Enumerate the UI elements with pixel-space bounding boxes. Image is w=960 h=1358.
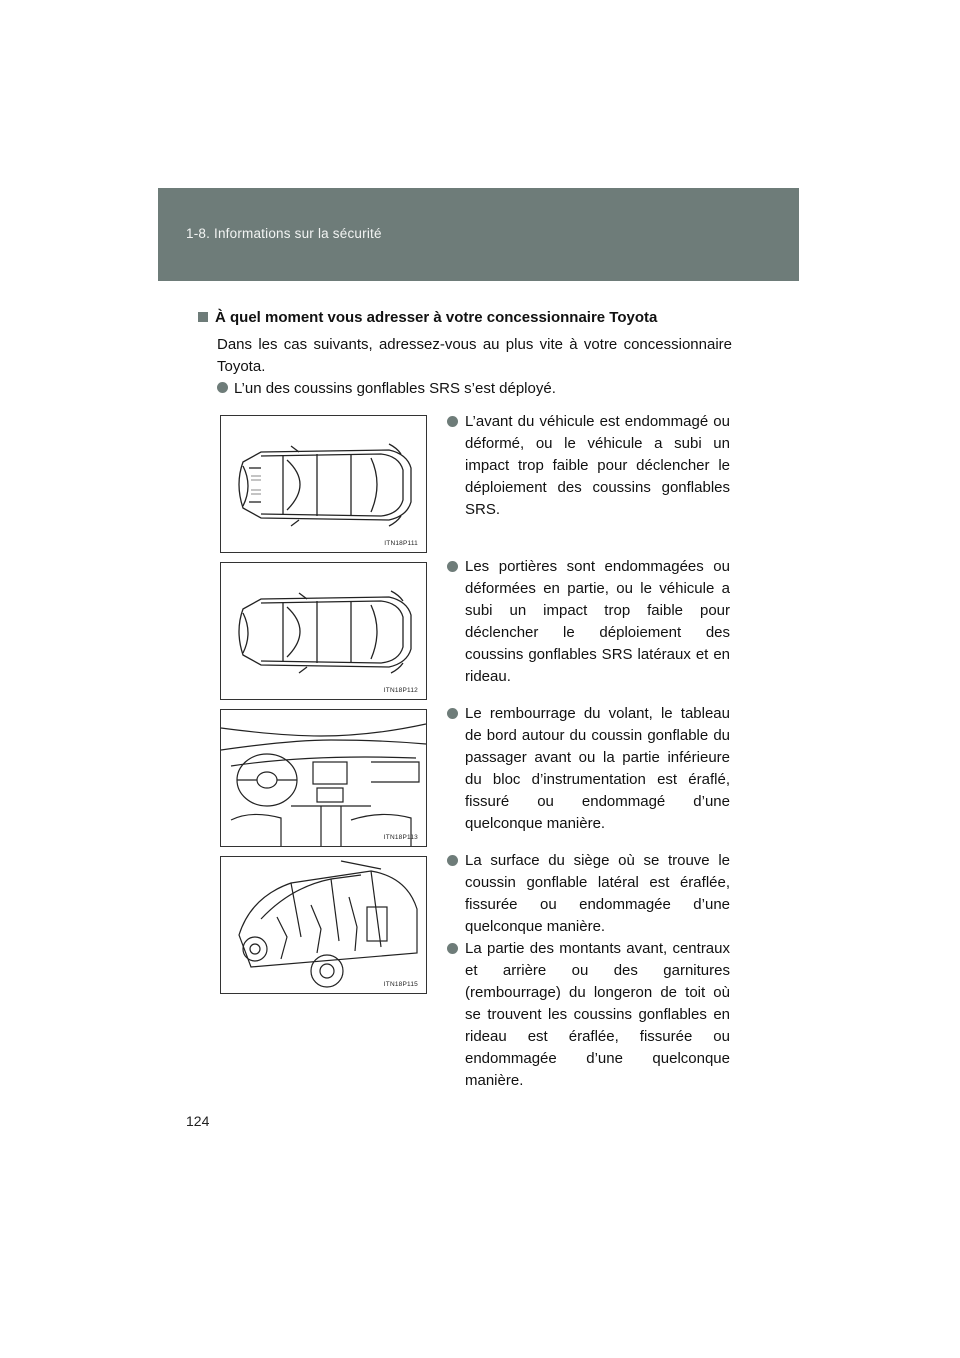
figure-car-cutaway (220, 856, 427, 994)
bullet-dot-icon (447, 855, 458, 866)
figure-car-top-view-front (220, 415, 427, 553)
bullet-dot-icon (447, 561, 458, 572)
dashboard-drawing (221, 710, 426, 846)
list-item: La surface du siège où se trouve le coussin gonflable latéral est éraflée, fissurée ou endommagée d’une quelconque manière. (447, 850, 730, 938)
car-top-view-drawing (221, 416, 426, 552)
figure-code: ITN18P115 (383, 981, 418, 988)
car-top-view-drawing (221, 563, 426, 699)
chapter-title: 1-8. Informations sur la sécurité (186, 226, 382, 241)
section-title (198, 309, 657, 326)
bullet-dot-icon (447, 708, 458, 719)
page-number: 124 (186, 1113, 210, 1129)
figure-code: ITN18P113 (383, 834, 418, 841)
bullet-dot-icon (447, 416, 458, 427)
bullet-dot-icon (217, 382, 228, 393)
section-title-text: À quel moment vous adresser à votre concessionnaire Toyota (215, 309, 658, 326)
car-cutaway-drawing (221, 857, 426, 993)
figure-dashboard (220, 709, 427, 847)
figure-code: ITN18P112 (383, 687, 418, 694)
figure-code: ITN18P111 (384, 540, 418, 547)
bullet-text: L’un des coussins gonflables SRS s’est déployé. (234, 380, 556, 397)
square-bullet-icon (198, 312, 208, 322)
list-item: La partie des montants avant, centraux et arrière ou des garnitures (rembourrage) du longeron de toit où se trouvent les coussins gonflables en rideau est éraflée, fissurée ou endommagée d’une quelconque manière. (447, 938, 730, 1092)
figure-car-top-view-doors (220, 562, 427, 700)
list-item: Le rembourrage du volant, le tableau de bord autour du coussin gonflable du passager avant ou la partie inférieure du bloc d’instrumentation est éraflé, fissuré ou endommagé d’une quelconque manière. (447, 703, 730, 835)
bullet-airbag-deployed (217, 378, 556, 400)
chapter-header (158, 188, 799, 281)
intro-paragraph: Dans les cas suivants, adressez-vous au plus vite à votre concessionnaire Toyota. (217, 336, 732, 375)
list-item: Les portières sont endommagées ou déformées en partie, ou le véhicule a subi un impact trop faible pour déclencher le déploiement des coussins gonflables SRS latéraux et en rideau. (447, 556, 730, 688)
bullet-dot-icon (447, 943, 458, 954)
list-item: L’avant du véhicule est endommagé ou déformé, ou le véhicule a subi un impact trop faible pour déclencher le déploiement des coussins gonflables SRS. (447, 411, 730, 521)
